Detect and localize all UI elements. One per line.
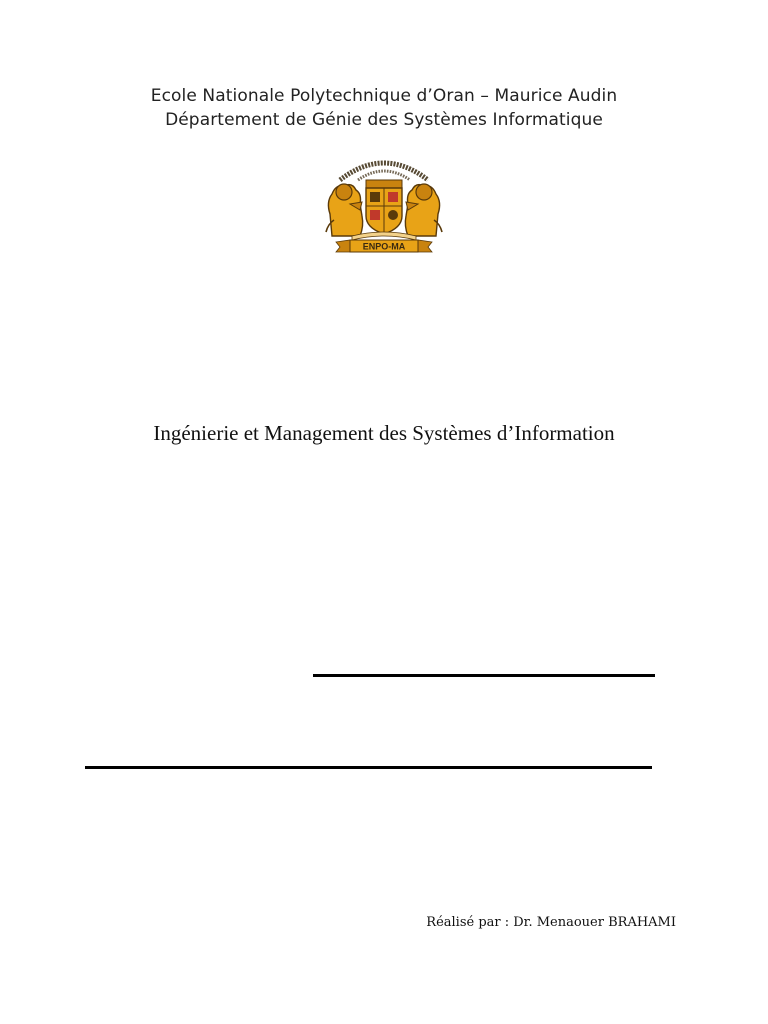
- logo-arabic-arc: [340, 163, 428, 180]
- author-credit: Réalisé par : Dr. Menaouer BRAHAMI: [426, 915, 676, 930]
- svg-text:ENPO-MA: ENPO-MA: [362, 241, 406, 252]
- department-name: Département de Génie des Systèmes Informatique: [165, 110, 603, 130]
- school-name: Ecole Nationale Polytechnique d’Oran – Maurice Audin: [150, 86, 618, 106]
- school-logo: [322, 150, 446, 254]
- banner-ribbon: [336, 240, 432, 252]
- separator-line: [313, 674, 655, 677]
- document-title: Ingénierie et Management des Systèmes d’Information: [153, 421, 615, 445]
- right-lion-icon: [405, 184, 442, 236]
- shield-icon: [366, 180, 402, 234]
- logo-arabic-arc-2: [358, 171, 410, 180]
- left-lion-icon: [326, 184, 363, 236]
- separator-line: [85, 766, 652, 769]
